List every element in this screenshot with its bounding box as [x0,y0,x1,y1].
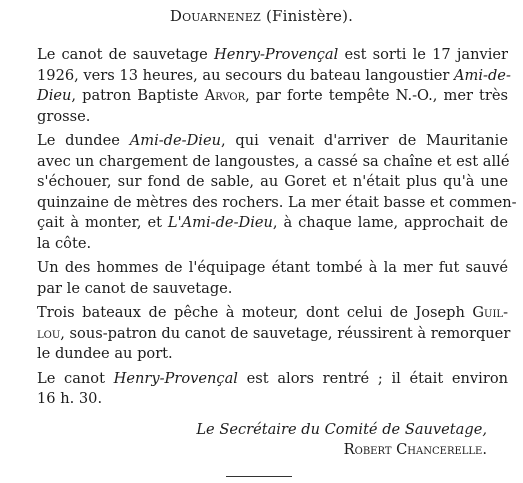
text-line [18,193,517,214]
text-segment: s'échouer, sur fond de sable, au Goret et n'était plus qu'à une [37,173,508,190]
signature-name: Robert Chancerelle. [343,441,487,458]
smallcaps-name: Guil- [472,304,508,321]
text-line [18,213,508,234]
text-line [18,152,508,173]
text-segment: Le canot [37,369,114,387]
heading-place: Douarnenez [169,7,261,25]
italic-text: Henry-Provençal [113,369,238,387]
italic-text: Ami-de-Dieu [129,132,221,149]
paragraph [18,45,511,127]
italic-text: Henry-Provençal [213,46,339,63]
text-segment: , par forte tempête N.-O., mer très [245,87,508,104]
article-body [18,45,517,410]
text-line [18,324,511,345]
text-segment: grosse. [37,107,91,125]
text-segment: , qui venait d'arriver de Mauritanie [220,132,508,149]
text-segment: Un des hommes de l'équipage étant tombé à la mer fut sauvé [37,259,508,276]
text-segment: la côte. [37,234,92,252]
text-segment: Le canot de sauvetage [37,46,214,63]
text-segment: 16 h. 30. [37,390,103,407]
text-segment: par le canot de sauvetage. [37,279,233,297]
text-line [18,131,508,152]
text-line [18,66,511,87]
article-heading [0,7,523,25]
text-segment: le dundee au port. [37,345,173,362]
paragraph [18,258,508,299]
closing-rule [226,476,292,477]
text-line [18,45,508,66]
text-segment: Le dundee [37,132,130,149]
text-line [18,279,508,300]
signature-block [196,420,487,460]
smallcaps-name: Arvor [204,87,246,104]
text-line [18,303,508,324]
text-segment: çait à monter, et [37,214,168,231]
text-line [18,389,508,410]
text-line [18,258,508,279]
italic-text: Dieu [37,87,72,104]
text-segment: , à chaque lame, approchait de [272,214,508,231]
text-segment: 1926, vers 13 heures, au secours du bateau langoustier [37,66,454,84]
text-segment: est alors rentré ; il était environ [237,369,508,387]
paragraph [18,369,508,410]
text-line [18,344,508,365]
italic-text: L'Ami-de-Dieu [167,214,273,231]
smallcaps-name: lou [37,324,61,342]
text-line [18,86,508,107]
text-line [18,369,508,390]
text-segment: Trois bateaux de pêche à moteur, dont celui de Joseph [37,304,473,321]
text-line [18,234,508,255]
paragraph [18,303,511,365]
text-segment: est sorti le 17 janvier [338,46,508,63]
text-segment: avec un chargement de langoustes, a cassé sa chaîne et est allé [37,152,510,170]
text-line [18,107,508,128]
heading-region: (Finistère). [265,7,354,25]
text-line [18,172,508,193]
text-segment: , sous-patron du canot de sauvetage, réussirent à remorquer [60,324,511,342]
signature-role: Le Secrétaire du Comité de Sauvetage, [196,421,487,438]
paragraph [18,131,517,254]
italic-text: Ami-de- [453,66,511,84]
text-segment: , patron Baptiste [71,87,205,104]
text-segment: quinzaine de mètres des rochers. La mer était basse et commen- [37,193,517,211]
